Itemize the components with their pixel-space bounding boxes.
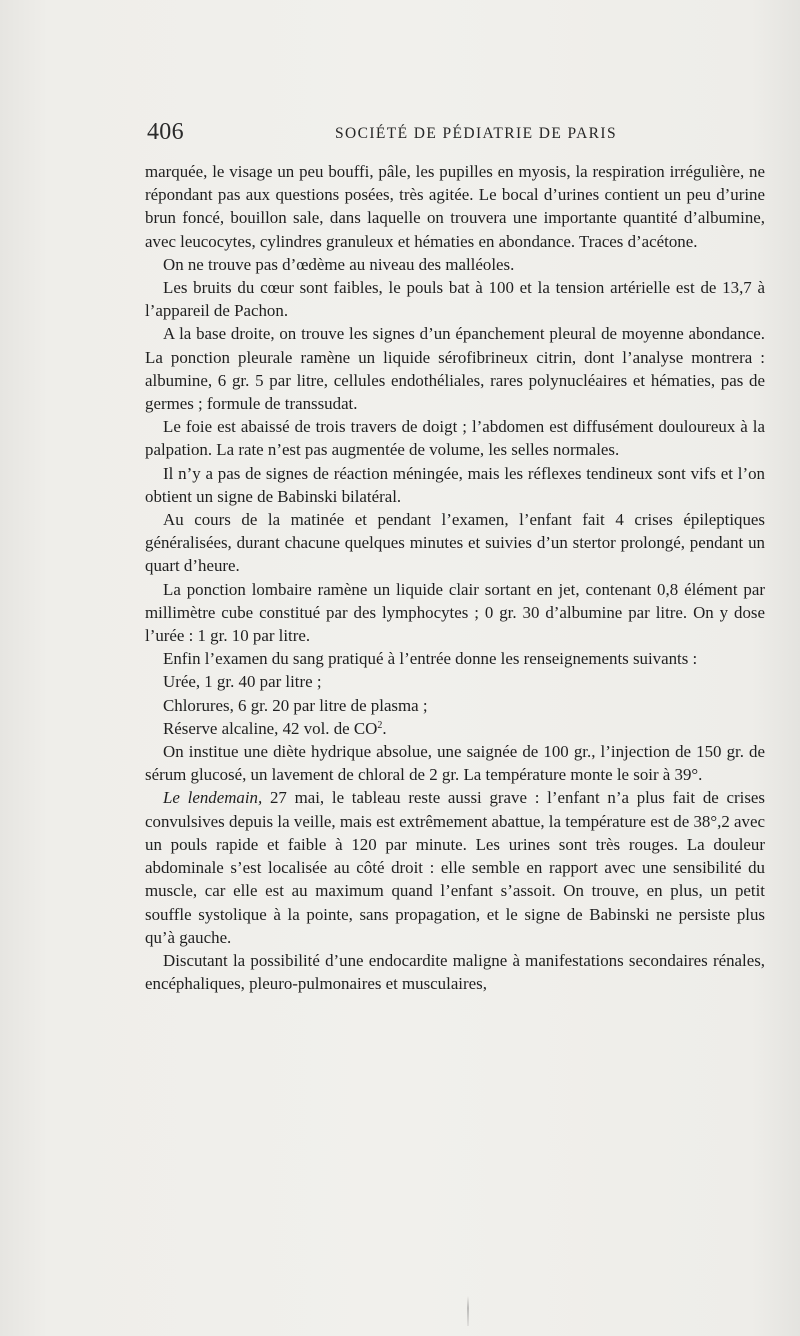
paragraph: Il n’y a pas de signes de réaction méningée, mais les réflexes tendineux sont vifs et l’on obtient un signe de Babinski bilatéral. [145, 463, 765, 506]
body-text [145, 160, 765, 995]
lab-result-item: Chlorures, 6 gr. 20 par litre de plasma ; [163, 695, 428, 715]
paragraph [145, 786, 765, 948]
lab-result-punct: . [382, 718, 387, 738]
lab-result-text: Réserve alcaline, 42 vol. de CO [163, 718, 378, 738]
page-number: 406 [147, 119, 184, 145]
lab-result-item: Urée, 1 gr. 40 par litre ; [163, 672, 322, 692]
gutter-mark [467, 1296, 469, 1326]
paragraph: Au cours de la matinée et pendant l’examen, l’enfant fait 4 crises épileptiques généralisées, durant chacune quelques minutes et suivies d’un stertor prolongé, pendant un quart d’heure. [145, 510, 765, 576]
superscript: 2 [377, 719, 383, 731]
page-header [147, 118, 765, 148]
paragraph: Discutant la possibilité d’une endocardite maligne à manifestations secondaires rénales, encéphaliques, pleuro-pulmonaires et musculaires, [145, 950, 765, 994]
paragraph: Le foie est abaissé de trois travers de doigt ; l’abdomen est diffusément douloureux à la palpation. La rate n’est pas augmentée de volume, les selles normales. [145, 417, 765, 460]
running-head: SOCIÉTÉ DE PÉDIATRIE DE PARIS [334, 125, 617, 142]
paragraph: Enfin l’examen du sang pratiqué à l’entrée donne les renseignements suivants : [163, 649, 698, 669]
paragraph: On ne trouve pas d’œdème au niveau des malléoles. [163, 254, 515, 274]
paragraph: On institue une diète hydrique absolue, une saignée de 100 gr., l’injection de 150 gr. de sérum glucosé, un lavement de chloral de 2 gr. La température monte le soir à 39°. [145, 742, 765, 785]
paragraph-text: 27 mai, le tableau reste aussi grave : l’enfant n’a plus fait de crises convulsives depuis la veille, mais est extrêmement abattue, la température est de 38°,2 avec un pouls rapide et faible à 120 par minute. Les urines sont très rouges. La douleur abdominale s’est localisée au côté droit : elle semble en rapport avec une sensibilité du muscle, car elle est au maximum quand l’enfant s’assoit. On trouve, en plus, un petit souffle systolique à la pointe, sans propagation, et le signe de Babinski ne persiste plus qu’à gauche. [145, 788, 765, 947]
italic-lead: Le lendemain, [163, 788, 263, 808]
paragraph: Les bruits du cœur sont faibles, le pouls bat à 100 et la tension artérielle est de 13,7 à l’appareil de Pachon. [145, 278, 765, 321]
paragraph-continued: marquée, le visage un peu bouffi, pâle, les pupilles en myosis, la respiration irrégulière, ne répondant pas aux questions posées, très agitée. Le bocal d’urines contient un peu d’urine brun foncé, bouillon sale, dans laquelle on trouvera une importante quantité d’albumine, avec leucocytes, cylindres granuleux et hématies en abondance. Traces d’acétone. [145, 162, 765, 251]
paragraph: La ponction lombaire ramène un liquide clair sortant en jet, contenant 0,8 élément par millimètre cube constitué par des lymphocytes ; 0 gr. 30 d’albumine par litre. On y dose l’urée : 1 gr. 10 par litre. [145, 579, 765, 646]
paragraph: A la base droite, on trouve les signes d’un épanchement pleural de moyenne abondance. La ponction pleurale ramène un liquide sérofibrineux citrin, dont l’analyse montrera : albumine, 6 gr. 5 par litre, cellules endothéliales, rares polynucléaires et hématies, pas de germes ; formule de transsudat. [145, 324, 765, 414]
lab-result-item [145, 717, 765, 740]
